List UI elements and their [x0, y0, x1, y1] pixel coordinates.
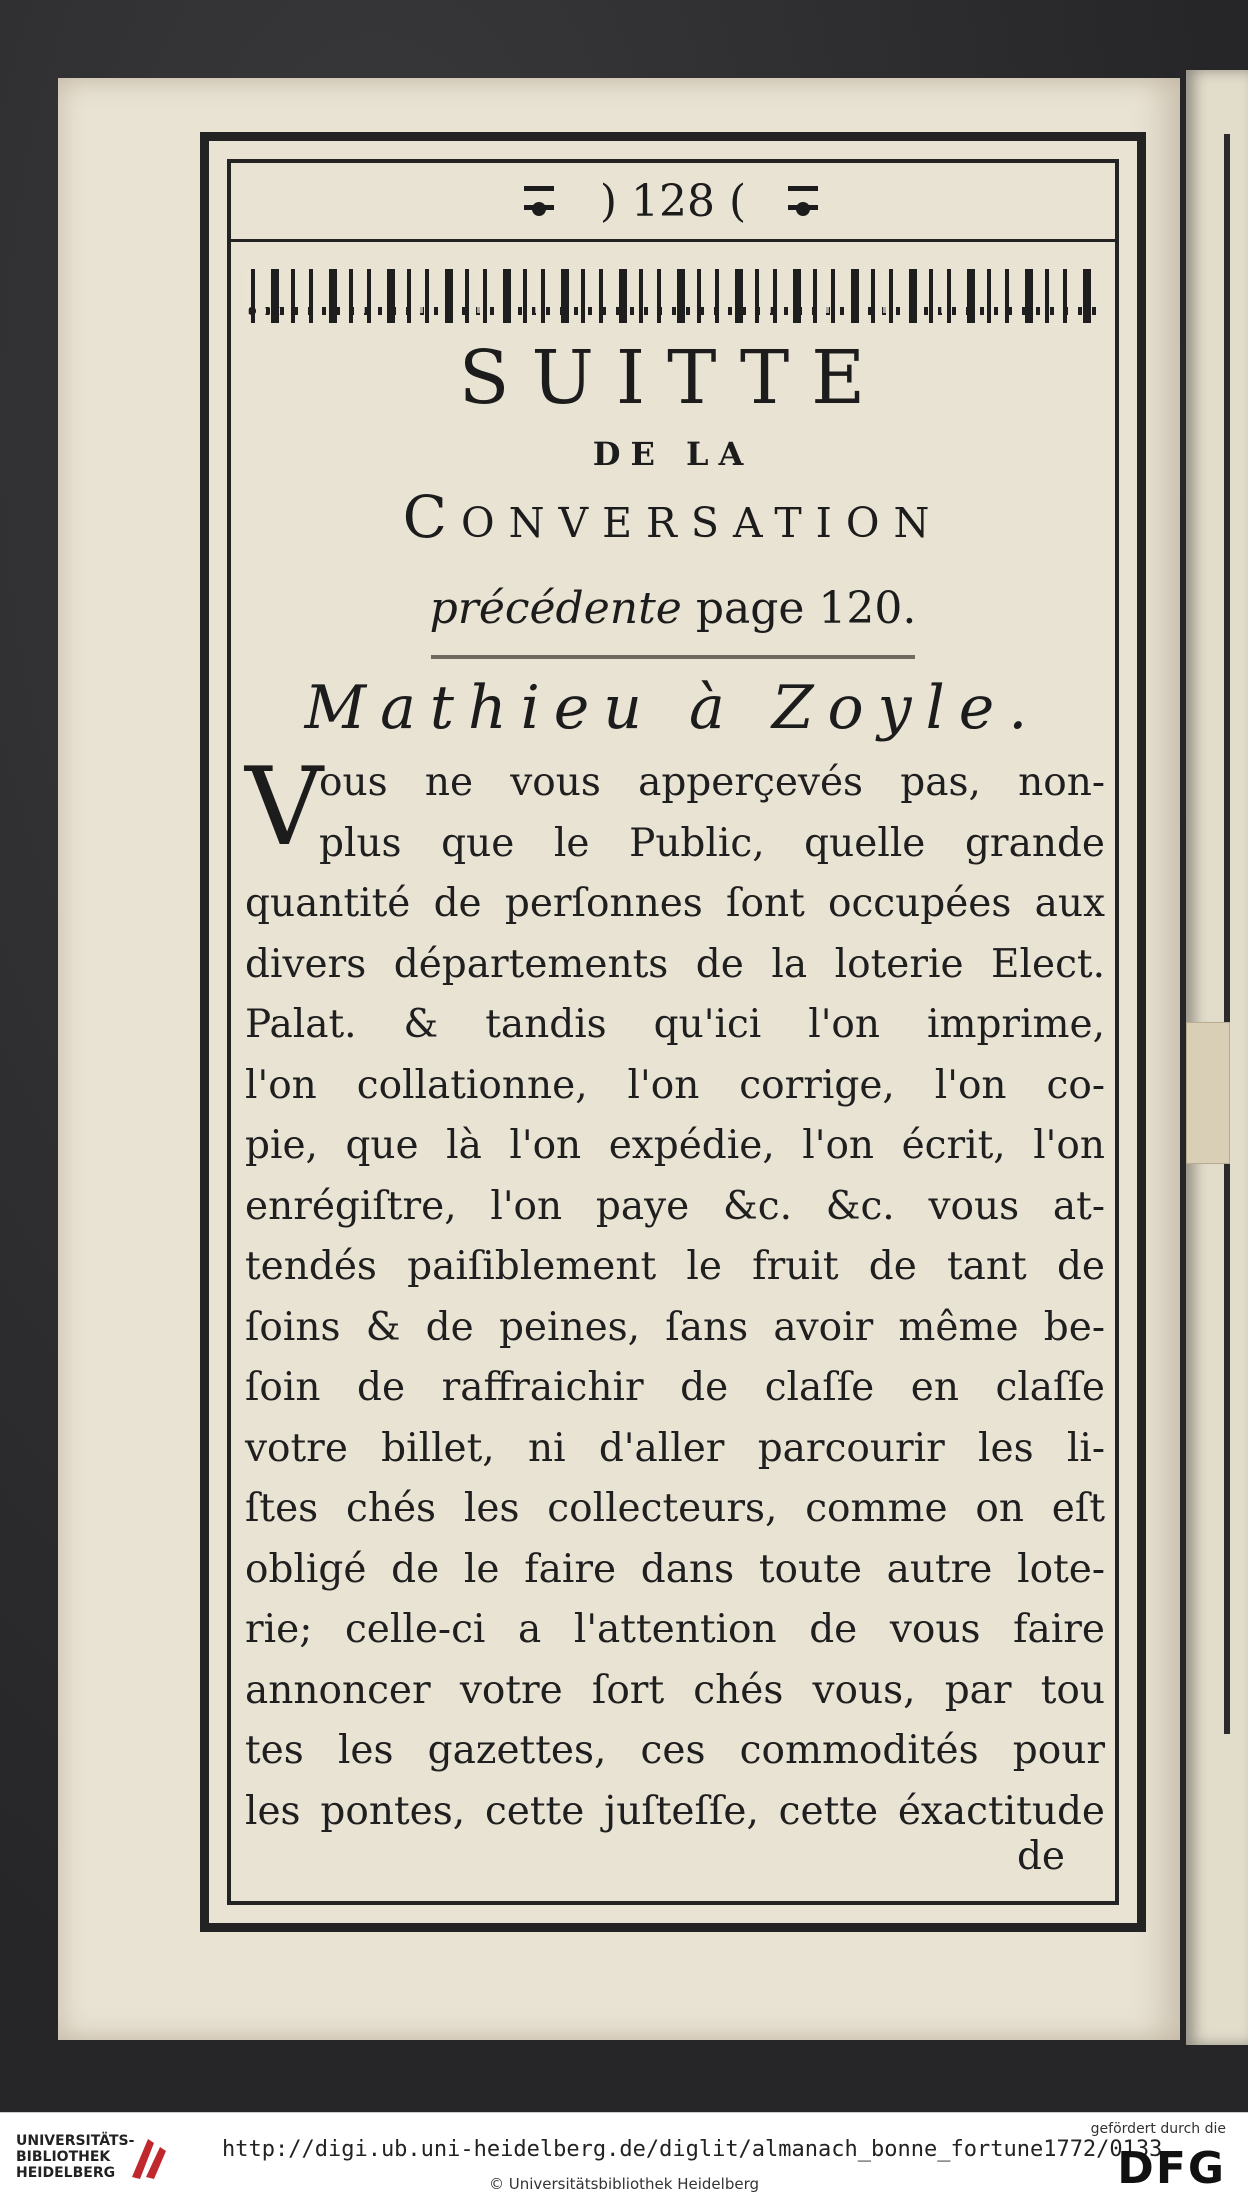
subtitle-reference: [231, 583, 1115, 634]
body-text: [245, 745, 1105, 1842]
decorative-band: [245, 269, 1101, 323]
text-line: plus que le Public, quelle grande: [319, 820, 1105, 866]
text-line: divers départements de la loterie Elect.: [245, 941, 1105, 987]
page-number: ) 128 (: [599, 175, 747, 227]
text-line: tendés paiſiblement le fruit de tant de: [245, 1244, 1105, 1289]
text-line: votre billet, ni d'aller parcourir les li-: [245, 1425, 1105, 1471]
subtitle-de-la: DE LA: [592, 435, 754, 473]
drop-cap: V: [245, 745, 323, 870]
facing-page-border: [1224, 134, 1240, 1734]
subtitle-italic: précédente: [429, 583, 682, 634]
text-line: obligé de le faire dans toute autre lote-: [245, 1546, 1105, 1592]
dfg-logo[interactable]: DFG: [1117, 2143, 1226, 2194]
text-line: enrégiſtre, l'on paye &c. &c. vous at-: [245, 1183, 1105, 1229]
text-line: pie, que là l'on expédie, l'on écrit, l'on: [245, 1123, 1105, 1168]
page-title: SUITTE: [458, 335, 888, 421]
running-header: [231, 163, 1115, 242]
ornament-icon: [782, 182, 828, 220]
page-inner-frame: [227, 159, 1119, 1905]
section-heading: Mathieu à Zoyle.: [304, 673, 1042, 743]
catchword: de: [1016, 1834, 1065, 1879]
viewer-footer: [0, 2112, 1248, 2205]
ornament-icon: [518, 182, 564, 220]
text-line: l'on collationne, l'on corrige, l'on co-: [245, 1062, 1105, 1108]
text-line: Palat. & tandis qu'ici l'on imprime,: [245, 1002, 1105, 1047]
text-line: annoncer votre ſort chés vous, par tou: [245, 1667, 1105, 1713]
text-line: ſoin de raffraichir de claſſe en claſſe: [245, 1365, 1105, 1410]
text-line: les pontes, cette juſteſſe, cette éxactitude: [245, 1788, 1105, 1834]
text-line: rie; celle-ci a l'attention de vous faire: [245, 1607, 1105, 1652]
funded-by-label: gefördert durch die: [1090, 2121, 1226, 2137]
divider-rule: [431, 655, 915, 659]
library-name: UNIVERSITÄTS- BIBLIOTHEK HEIDELBERG: [16, 2133, 135, 2181]
subtitle-conversation: Conversation: [402, 483, 944, 551]
text-line: ſtes chés les collecteurs, comme on eſt: [245, 1486, 1105, 1531]
text-line: ous ne vous apperçevés pas, non-: [319, 760, 1105, 805]
subtitle-page-ref: page 120.: [695, 583, 917, 634]
text-line: ſoins & de peines, ſans avoir même be-: [245, 1304, 1105, 1350]
facing-page-edge: [1186, 70, 1248, 2045]
copyright-notice: © Universitätsbibliothek Heidelberg: [488, 2175, 759, 2193]
page-url-link[interactable]: http://digi.ub.uni-heidelberg.de/diglit/almanach_bonne_fortune1772/0133: [222, 2137, 1163, 2162]
facing-page-tab: [1186, 1022, 1230, 1164]
page-frame: [200, 132, 1146, 1932]
text-line: tes les gazettes, ces commodités pour: [245, 1728, 1105, 1773]
text-line: quantité de perſonnes ſont occupées aux: [245, 881, 1105, 926]
